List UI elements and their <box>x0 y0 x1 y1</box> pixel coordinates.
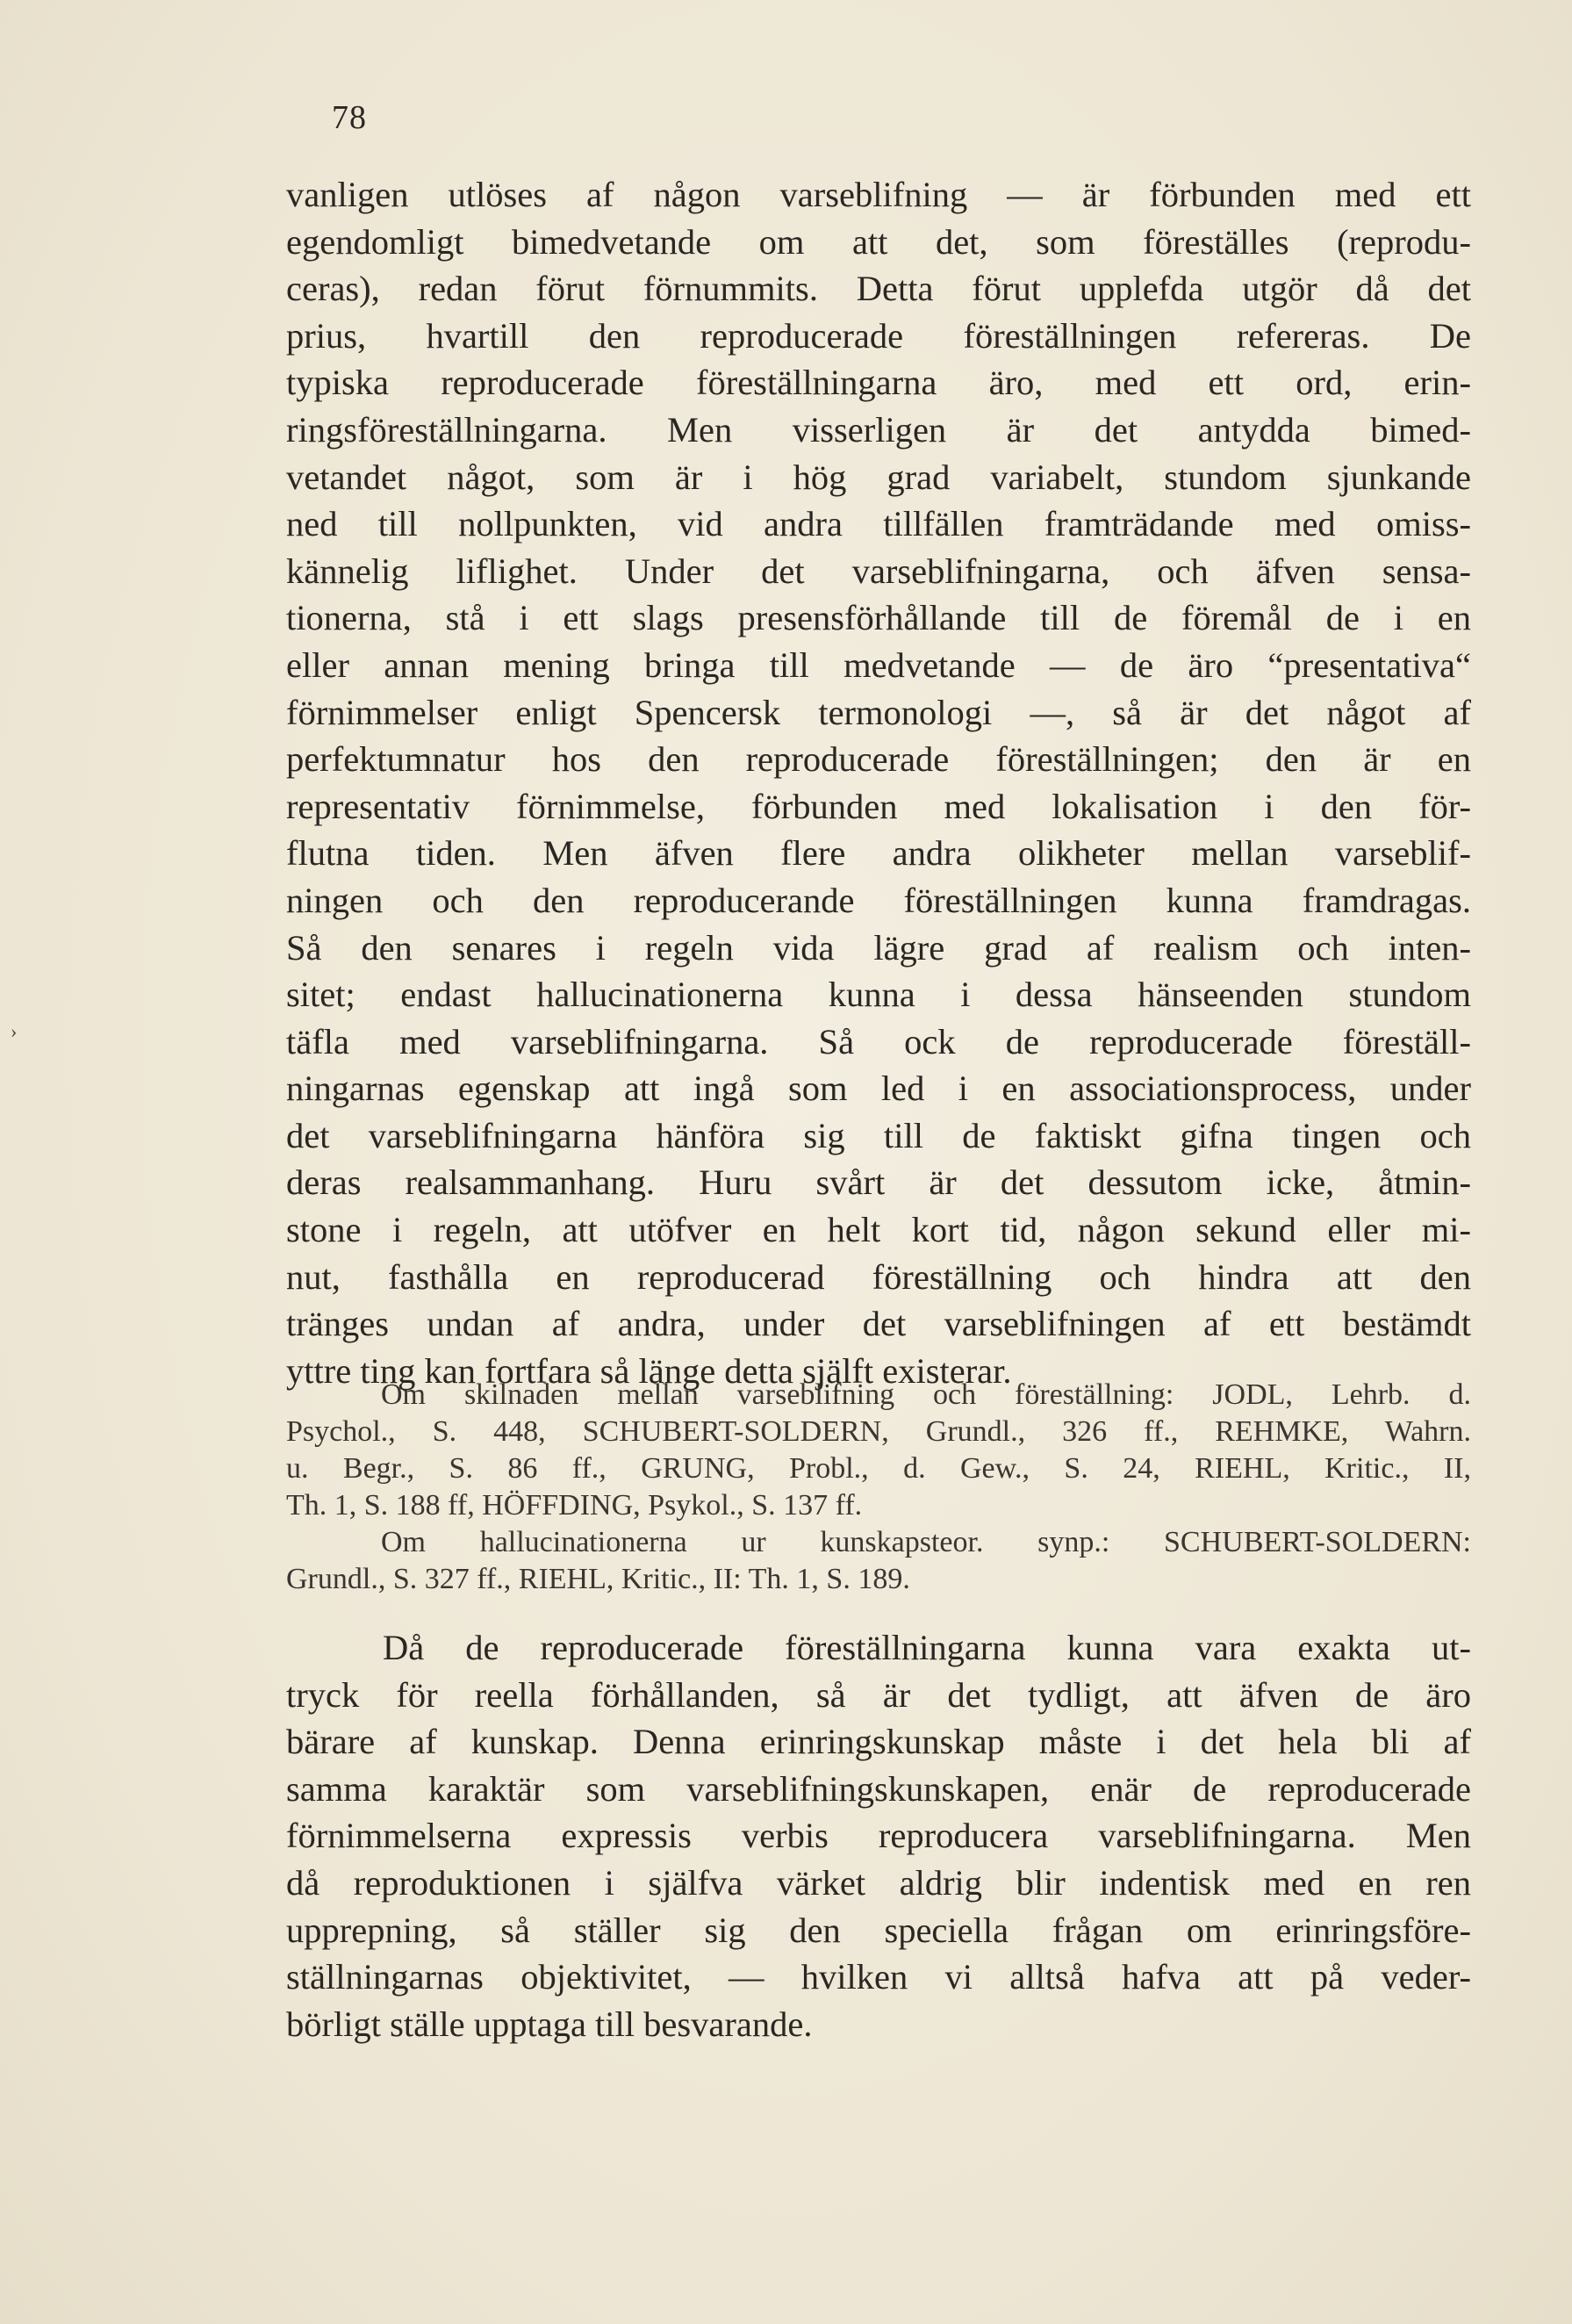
text-line: nut, fasthålla en reproducerad föreställning och hindra att den <box>286 1256 1471 1297</box>
footnote-hallucinations <box>286 1524 1471 1598</box>
text-line: samma karaktär som varseblifningskunskapen, enär de reproducerade <box>286 1768 1471 1809</box>
text-line: sitet; endast hallucinationerna kunna i dessa hänseenden stundom <box>286 975 1471 1015</box>
text-line: Då de reproducerade föreställningarna kunna vara exakta ut- <box>383 1628 1471 1667</box>
footnote-line: Th. 1, S. 188 ff, HÖFFDING, Psykol., S. 137 ff. <box>286 1489 863 1522</box>
closing-paragraph <box>286 1624 1471 2047</box>
footnote-references <box>286 1377 1471 1524</box>
text-line: vanligen utlöses af någon varseblifning — är förbunden med ett <box>286 175 1471 214</box>
text-line: ningen och den reproducerande föreställningen kunna framdragas. <box>286 880 1471 920</box>
text-line: förnimmelserna expressis verbis reproducera varseblifningarna. Men <box>286 1816 1471 1856</box>
text-line: förnimmelser enligt Spencersk termonologi —, så är det något af <box>286 692 1471 732</box>
footnote-line: u. Begr., S. 86 ff., GRUNG, Probl., d. Gew., S. 24, RIEHL, Kritic., II, <box>286 1452 1471 1485</box>
text-line: stone i regeln, att utöfver en helt kort tid, någon sekund eller mi- <box>286 1210 1471 1250</box>
text-line: representativ förnimmelse, förbunden med lokalisation i den för- <box>286 786 1471 826</box>
text-line: flutna tiden. Men äfven flere andra olikheter mellan varseblif- <box>286 833 1471 874</box>
text-line: ceras), redan förut förnummits. Detta förut upplefda utgör då det <box>286 269 1471 309</box>
text-line: ned till nollpunkten, vid andra tillfällen framträdande med omiss- <box>286 504 1471 544</box>
text-line: upprepning, så ställer sig den speciella frågan om erinringsföre- <box>286 1910 1471 1950</box>
text-line: eller annan mening bringa till medvetande — de äro “presentativa“ <box>286 644 1471 685</box>
text-line: börligt ställe upptaga till besvarande. <box>286 2004 813 2044</box>
text-line: tränges undan af andra, under det varseblifningen af ett bestämdt <box>286 1304 1471 1344</box>
text-line: prius, hvartill den reproducerade föreställningen refereras. De <box>286 315 1471 356</box>
text-line: täfla med varseblifningarna. Så ock de reproducerade föreställ- <box>286 1021 1471 1061</box>
text-line: kännelig liflighet. Under det varseblifningarna, och äfven sensa- <box>286 550 1471 591</box>
text-line: ställningarnas objektivitet, — hvilken vi alltså hafva att på veder- <box>286 1957 1471 1997</box>
text-line: ringsföreställningarna. Men visserligen är det antydda bimed- <box>286 409 1471 450</box>
margin-mark: › <box>11 1020 18 1042</box>
footnote-line: Om skilnaden mellan varseblifning och föreställning: JODL, Lehrb. d. <box>381 1378 1471 1411</box>
text-line: deras realsammanhang. Huru svårt är det dessutom icke, åtmin- <box>286 1162 1471 1203</box>
text-line: ningarnas egenskap att ingå som led i en associationsprocess, under <box>286 1068 1471 1109</box>
text-line: yttre ting kan fortfara så länge detta själft existerar. <box>286 1350 1012 1391</box>
main-paragraph <box>286 171 1471 1394</box>
text-line: vetandet något, som är i hög grad variabelt, stundom sjunkande <box>286 457 1471 497</box>
text-line: bärare af kunskap. Denna erinringskunskap måste i det hela bli af <box>286 1722 1471 1762</box>
footnote-line: Grundl., S. 327 ff., RIEHL, Kritic., II: Th. 1, S. 189. <box>286 1563 910 1595</box>
page-number: 78 <box>332 99 367 136</box>
footnote-line: Om hallucinationerna ur kunskapsteor. synp.: SCHUBERT-SOLDERN: <box>381 1526 1471 1558</box>
text-line: egendomligt bimedvetande om att det, som föreställes (reprodu- <box>286 221 1471 262</box>
text-line: tryck för reella förhållanden, så är det tydligt, att äfven de äro <box>286 1674 1471 1715</box>
text-line: tionerna, stå i ett slags presensförhållande till de föremål de i en <box>286 598 1471 638</box>
text-line: det varseblifningarna hänföra sig till de faktiskt gifna tingen och <box>286 1115 1471 1155</box>
text-line: då reproduktionen i själfva värket aldrig blir indentisk med en ren <box>286 1862 1471 1903</box>
text-line: typiska reproducerade föreställningarna äro, med ett ord, erin- <box>286 363 1471 403</box>
footnote-line: Psychol., S. 448, SCHUBERT-SOLDERN, Grundl., 326 ff., REHMKE, Wahrn. <box>286 1415 1471 1448</box>
text-line: perfektumnatur hos den reproducerade föreställningen; den är en <box>286 739 1471 780</box>
text-line: Så den senares i regeln vida lägre grad af realism och inten- <box>286 927 1471 968</box>
